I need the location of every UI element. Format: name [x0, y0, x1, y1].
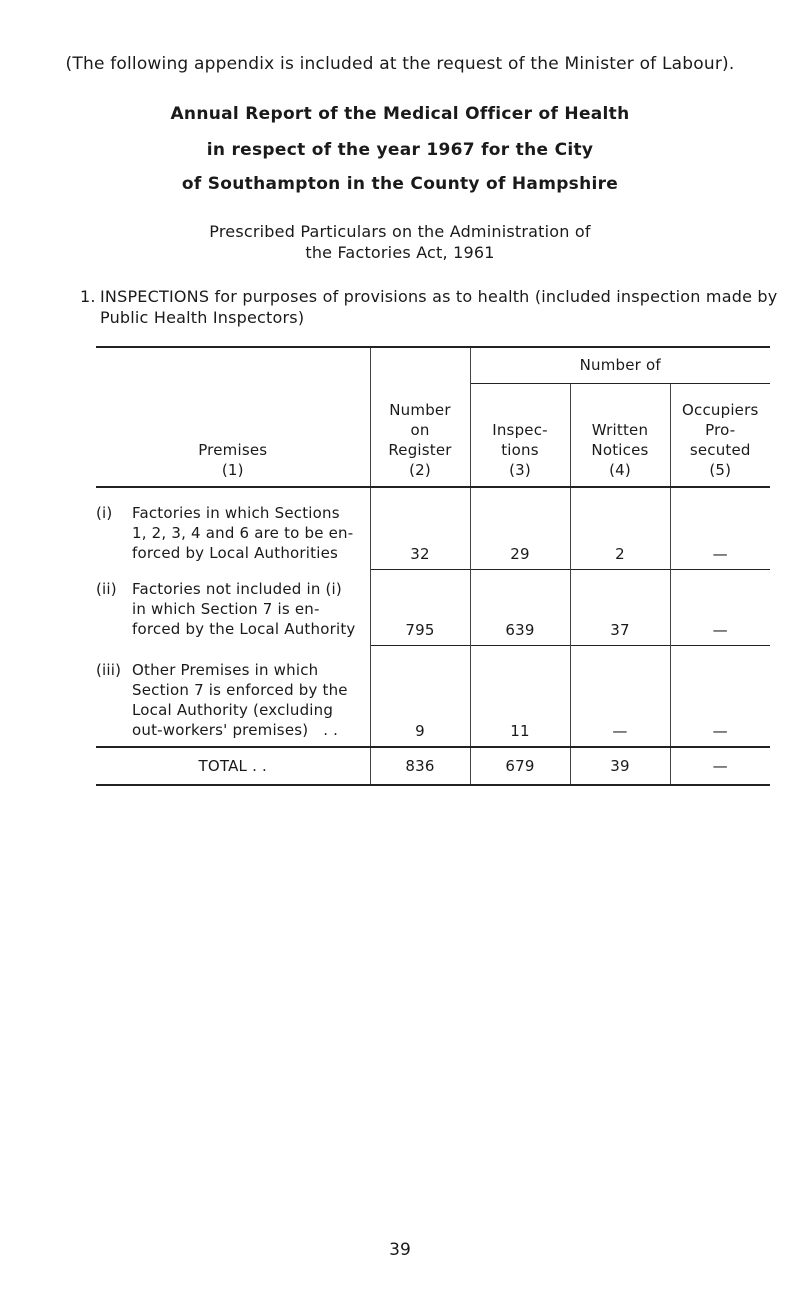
column-header-label: Occupiers [681, 401, 759, 419]
column-header-premises [96, 383, 370, 487]
prosecuted-cell: — [670, 569, 770, 645]
inspections-cell: 639 [470, 569, 570, 645]
column-header-label: Register [388, 441, 452, 459]
prosecuted-cell: — [670, 645, 770, 747]
inspections-cell: 29 [470, 487, 570, 569]
premises-label-line: Section 7 is enforced by the [132, 681, 348, 699]
column-header-index: (5) [709, 461, 732, 479]
register-cell: 795 [370, 569, 470, 645]
column-header-label: secuted [689, 441, 751, 459]
column-header-label: Inspec- [492, 421, 548, 439]
column-header-index: (1) [221, 461, 244, 479]
total-notices: 39 [570, 747, 670, 785]
group-header-number-of [470, 347, 770, 383]
premises-cell [96, 487, 370, 569]
appendix-note: (The following appendix is included at the request of the Minister of Labour). [65, 54, 735, 74]
total-label: TOTAL . . [96, 747, 370, 785]
column-header-index: (3) [509, 461, 531, 479]
subtitle-line-2: the Factories Act, 1961 [305, 243, 495, 262]
column-header-register [370, 383, 470, 487]
premises-label-line: out-workers' premises) . . [132, 721, 339, 739]
subtitle-line-1: Prescribed Particulars on the Administration of [209, 222, 591, 241]
prosecuted-cell: — [670, 487, 770, 569]
header-blank [370, 347, 470, 383]
inspections-table [96, 346, 770, 786]
notices-cell: 37 [570, 569, 670, 645]
column-header-inspections [470, 383, 570, 487]
report-title-line-1: Annual Report of the Medical Officer of Health [170, 104, 630, 124]
column-header-label: Number [389, 401, 451, 419]
notices-cell: — [570, 645, 670, 747]
table-row [96, 645, 770, 747]
section-text: INSPECTIONS for purposes of provisions as to health (included inspection made by Public Health Inspectors) [100, 287, 778, 327]
column-header-label: Notices [591, 441, 649, 459]
table-row [96, 569, 770, 645]
row-numeral: (ii) [96, 580, 117, 598]
premises-cell [96, 569, 370, 645]
header-blank [96, 347, 370, 383]
column-header-index: (2) [409, 461, 431, 479]
row-numeral: (i) [96, 504, 113, 522]
column-header-label: tions [501, 441, 539, 459]
premises-label-line: Factories in which Sections [132, 504, 340, 522]
premises-label-line: Factories not included in (i) [132, 580, 342, 598]
table-row [96, 487, 770, 569]
premises-label-line: Local Authority (excluding [132, 701, 334, 719]
column-header-label: on [410, 421, 430, 439]
column-header-notices [570, 383, 670, 487]
premises-label-line: forced by the Local Authority [132, 620, 356, 638]
column-header-label: Pro- [705, 421, 736, 439]
page-number: 39 [389, 1240, 411, 1260]
premises-label-line: forced by Local Authorities [132, 544, 339, 562]
column-header-label: Written [591, 421, 649, 439]
column-header-label: Premises [198, 441, 268, 459]
premises-label-line: in which Section 7 is en- [132, 600, 320, 618]
inspections-cell: 11 [470, 645, 570, 747]
premises-cell [96, 645, 370, 747]
report-title-line-3: of Southampton in the County of Hampshire [181, 174, 619, 194]
premises-label-line: 1, 2, 3, 4 and 6 are to be en- [132, 524, 354, 542]
total-register: 836 [370, 747, 470, 785]
total-prosecuted: — [670, 747, 770, 785]
section-number: 1. [80, 287, 96, 306]
register-cell: 32 [370, 487, 470, 569]
group-header-label: Number of [579, 356, 661, 375]
report-title-line-2: in respect of the year 1967 for the City [206, 140, 594, 160]
row-numeral: (iii) [96, 661, 122, 679]
total-row [96, 747, 770, 785]
register-cell: 9 [370, 645, 470, 747]
premises-label-line: Other Premises in which [132, 661, 319, 679]
column-header-index: (4) [609, 461, 631, 479]
notices-cell: 2 [570, 487, 670, 569]
total-inspections: 679 [470, 747, 570, 785]
column-header-prosecuted [670, 383, 770, 487]
